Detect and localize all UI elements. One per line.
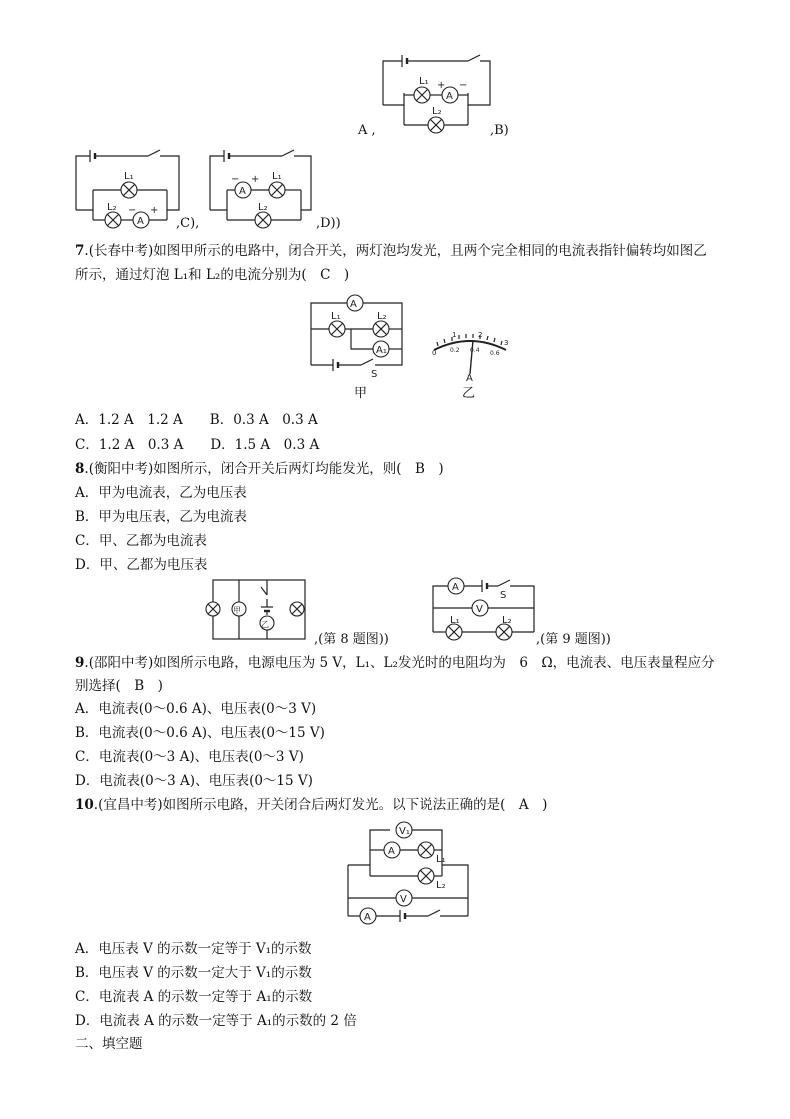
svg-text:0: 0	[432, 349, 437, 357]
q7-options-row1: A．1.2 A 1.2 A B．0.3 A 0.3 A	[75, 412, 318, 428]
svg-text:0.4: 0.4	[470, 347, 480, 354]
svg-text:甲: 甲	[233, 606, 241, 615]
ammeter-label: A	[446, 91, 453, 102]
svg-text:A: A	[452, 582, 459, 593]
svg-text:−: −	[459, 80, 468, 91]
q10-option-a: A．电压表 V 的示数一定等于 V₁的示数	[75, 941, 312, 957]
q9-line1: 9.(邵阳中考)如图所示电路，电源电压为 5 V，L₁、L₂发光时的电阻均为 6 Ω，电流表、电压表量程应分	[75, 655, 715, 671]
svg-text:1: 1	[452, 331, 457, 339]
circuit-option-c	[73, 150, 183, 230]
q7-line1: 7.(长春中考)如图甲所示的电路中，闭合开关，两灯泡均发光，且两个完全相同的电流表指针偏转均如图乙	[75, 243, 707, 259]
svg-text:A₁: A₁	[376, 345, 387, 356]
svg-text:0.6: 0.6	[490, 350, 500, 357]
q7-fig-jia: 甲	[354, 386, 368, 401]
q7-options-row2: C．1.2 A 0.3 A D．1.5 A 0.3 A	[75, 437, 320, 453]
svg-text:V: V	[476, 604, 483, 615]
q8-option-b: B．甲为电压表，乙为电流表	[75, 509, 247, 525]
svg-text:+: +	[251, 174, 260, 185]
svg-text:L₁: L₁	[272, 171, 282, 182]
q7-fig-yi: 乙	[462, 386, 476, 401]
q9-fig-caption: ,(第 9 题图))	[536, 632, 611, 647]
svg-text:S: S	[500, 590, 507, 601]
option-b-label: ,B)	[490, 123, 509, 138]
svg-text:L₂: L₂	[377, 311, 387, 322]
q8-option-a: A．甲为电流表，乙为电压表	[75, 485, 247, 501]
q9-circuit	[430, 576, 540, 642]
svg-text:L₁: L₁	[124, 171, 134, 182]
lamp1-label: L₁	[419, 76, 429, 87]
q9-option-c: C．电流表(0～3 A)、电压表(0～3 V)	[75, 749, 304, 765]
svg-text:S: S	[371, 369, 378, 380]
q10-option-d: D．电流表 A 的示数一定等于 A₁的示数的 2 倍	[75, 1013, 357, 1029]
option-a-label: A ,	[358, 123, 376, 138]
svg-text:L₂: L₂	[432, 106, 442, 117]
q10-stem: 10.(宜昌中考)如图所示电路，开关闭合后两灯发光。以下说法正确的是( A )	[75, 797, 548, 813]
svg-text:L₁: L₁	[450, 615, 460, 626]
svg-text:V₁: V₁	[399, 826, 410, 837]
q8-stem: 8.(衡阳中考)如图所示，闭合开关后两灯均能发光，则( B )	[75, 461, 444, 477]
circuit-option-a	[380, 55, 495, 135]
svg-text:V: V	[400, 894, 407, 905]
option-d-label: ,D))	[316, 216, 341, 231]
svg-text:2: 2	[478, 331, 483, 339]
svg-text:L₂: L₂	[502, 615, 512, 626]
option-c-label: ,C),	[176, 216, 200, 231]
q7-line2: 所示，通过灯泡 L₁和 L₂的电流分别为( C )	[75, 267, 350, 283]
q9-line2: 别选择( B )	[75, 678, 163, 694]
svg-text:0.2: 0.2	[450, 347, 460, 354]
q8-option-c: C．甲、乙都为电流表	[75, 533, 207, 549]
svg-text:A: A	[364, 912, 371, 923]
svg-text:+: +	[150, 205, 159, 216]
q9-option-b: B．电流表(0～0.6 A)、电压表(0～15 V)	[75, 725, 325, 741]
section-fill-blank-heading: 二、填空题	[75, 1036, 143, 1052]
q10-option-b: B．电压表 V 的示数一定大于 V₁的示数	[75, 965, 312, 981]
svg-text:L₁: L₁	[331, 311, 341, 322]
svg-text:3: 3	[504, 339, 509, 347]
q9-option-d: D．电流表(0～3 A)、电压表(0～15 V)	[75, 773, 313, 789]
svg-text:−: −	[128, 205, 137, 216]
svg-text:A: A	[137, 216, 144, 227]
q10-circuit	[342, 820, 472, 928]
q8-circuit	[205, 577, 313, 643]
svg-text:L₂: L₂	[436, 880, 446, 891]
q7-meter-yi	[428, 328, 512, 383]
svg-text:A: A	[239, 186, 246, 197]
circuit-option-d	[207, 150, 317, 230]
svg-text:A: A	[350, 299, 357, 310]
svg-text:L₂: L₂	[258, 202, 268, 213]
q8-option-d: D．甲、乙都为电压表	[75, 557, 208, 573]
q8-fig-caption: ,(第 8 题图))	[314, 632, 389, 647]
svg-text:乙: 乙	[261, 620, 269, 629]
svg-text:L₁: L₁	[436, 854, 446, 865]
svg-text:L₂: L₂	[107, 202, 117, 213]
svg-text:−: −	[231, 174, 240, 185]
q7-circuit-jia	[305, 293, 410, 378]
svg-text:A: A	[388, 846, 395, 857]
svg-text:A: A	[466, 373, 473, 384]
svg-text:+: +	[437, 80, 446, 91]
q10-option-c: C．电流表 A 的示数一定等于 A₁的示数	[75, 989, 313, 1005]
q9-option-a: A．电流表(0～0.6 A)、电压表(0～3 V)	[75, 701, 317, 717]
